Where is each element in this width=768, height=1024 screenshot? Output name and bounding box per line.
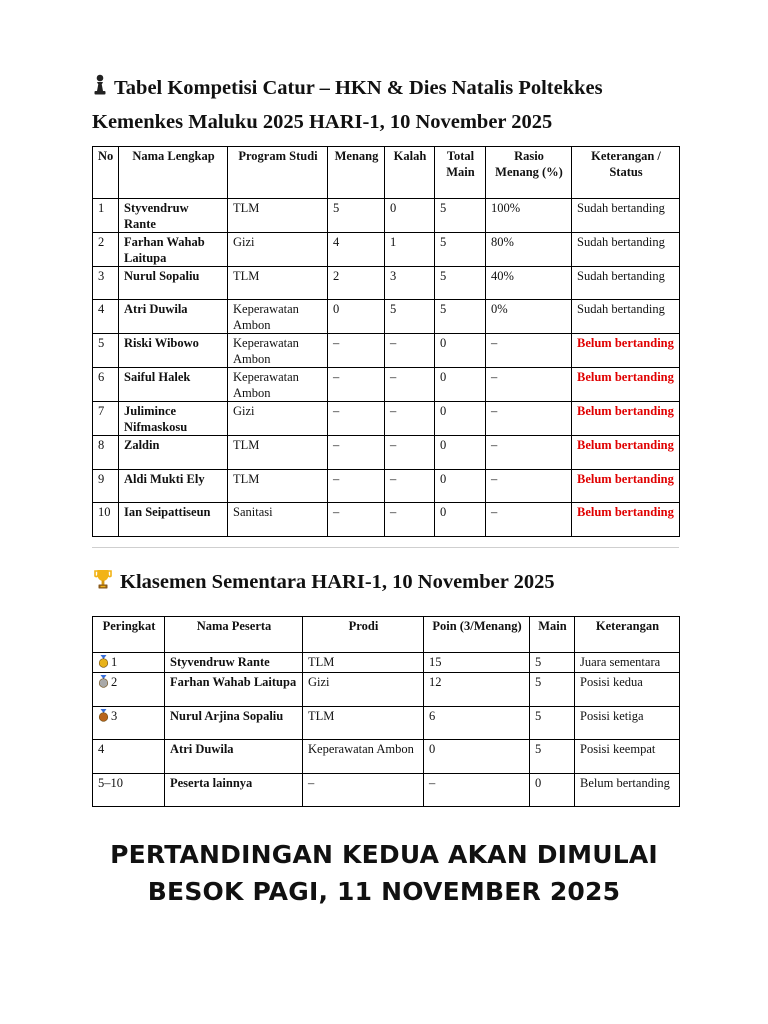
cell-name: Saiful Halek bbox=[119, 368, 228, 402]
table-row bbox=[93, 300, 680, 334]
cell-wins: – bbox=[328, 436, 385, 469]
cell-ratio: – bbox=[486, 469, 572, 502]
cell-status: Belum bertanding bbox=[572, 368, 680, 402]
cell-program: Keperawatan Ambon bbox=[303, 740, 424, 774]
cell-wins: – bbox=[328, 368, 385, 402]
cell-played: 5 bbox=[530, 706, 575, 740]
table-row bbox=[93, 773, 680, 807]
chess-pawn-icon bbox=[92, 74, 108, 106]
cell-no: 6 bbox=[93, 368, 119, 402]
competition-table-body bbox=[93, 199, 680, 537]
cell-losses: 0 bbox=[385, 199, 435, 233]
cell-losses: – bbox=[385, 503, 435, 536]
cell-status: Belum bertanding bbox=[572, 469, 680, 502]
rank-number: 2 bbox=[111, 675, 118, 689]
cell-no: 3 bbox=[93, 267, 119, 300]
gold-medal-icon bbox=[98, 655, 109, 672]
cell-rank bbox=[93, 673, 165, 707]
cell-note: Belum bertanding bbox=[575, 773, 680, 807]
silver-medal-icon bbox=[98, 675, 109, 692]
table-row bbox=[93, 653, 680, 673]
cell-losses: – bbox=[385, 469, 435, 502]
table-row bbox=[93, 267, 680, 300]
column-header: Peringkat bbox=[93, 617, 165, 653]
cell-ratio: 80% bbox=[486, 233, 572, 267]
table-row bbox=[93, 368, 680, 402]
cell-program: Keperawatan Ambon bbox=[228, 334, 328, 368]
rank-number: 1 bbox=[111, 655, 118, 669]
cell-status: Sudah bertanding bbox=[572, 233, 680, 267]
cell-name: Aldi Mukti Ely bbox=[119, 469, 228, 502]
standings-table bbox=[92, 616, 680, 807]
cell-ratio: – bbox=[486, 368, 572, 402]
cell-points: 15 bbox=[424, 653, 530, 673]
cell-status: Sudah bertanding bbox=[572, 267, 680, 300]
cell-no: 2 bbox=[93, 233, 119, 267]
rank-number: 4 bbox=[98, 742, 105, 757]
cell-total: 0 bbox=[435, 469, 486, 502]
bronze-medal-icon bbox=[98, 709, 109, 726]
competition-title bbox=[92, 72, 692, 138]
cell-status: Belum bertanding bbox=[572, 436, 680, 469]
announcement-line1: PERTANDINGAN KEDUA AKAN DIMULAI bbox=[110, 840, 658, 869]
cell-program: Gizi bbox=[228, 233, 328, 267]
cell-program: TLM bbox=[228, 469, 328, 502]
cell-ratio: – bbox=[486, 334, 572, 368]
cell-program: TLM bbox=[303, 706, 424, 740]
cell-ratio: 0% bbox=[486, 300, 572, 334]
table-row bbox=[93, 740, 680, 774]
cell-losses: – bbox=[385, 402, 435, 436]
cell-total: 0 bbox=[435, 334, 486, 368]
cell-program: TLM bbox=[228, 436, 328, 469]
cell-played: 0 bbox=[530, 773, 575, 807]
cell-program: Gizi bbox=[303, 673, 424, 707]
standings-title bbox=[92, 566, 692, 600]
cell-wins: – bbox=[328, 503, 385, 536]
cell-ratio: – bbox=[486, 402, 572, 436]
competition-title-line2: Kemenkes Maluku 2025 HARI-1, 10 November 2025 bbox=[92, 111, 553, 133]
trophy-icon bbox=[92, 568, 114, 600]
rank-number: 3 bbox=[111, 708, 118, 723]
cell-played: 5 bbox=[530, 673, 575, 707]
cell-wins: 4 bbox=[328, 233, 385, 267]
column-header: Poin (3/Menang) bbox=[424, 617, 530, 653]
cell-program: TLM bbox=[228, 267, 328, 300]
table-row bbox=[93, 402, 680, 436]
cell-total: 0 bbox=[435, 436, 486, 469]
table-row bbox=[93, 334, 680, 368]
cell-total: 5 bbox=[435, 300, 486, 334]
cell-name: Nurul Arjina Sopaliu bbox=[165, 706, 303, 740]
cell-no: 1 bbox=[93, 199, 119, 233]
table-row bbox=[93, 673, 680, 707]
cell-wins: – bbox=[328, 334, 385, 368]
table-row bbox=[93, 469, 680, 502]
announcement bbox=[0, 836, 768, 910]
cell-wins: 5 bbox=[328, 199, 385, 233]
cell-ratio: 100% bbox=[486, 199, 572, 233]
cell-no: 5 bbox=[93, 334, 119, 368]
cell-wins: 0 bbox=[328, 300, 385, 334]
standings-title-text: Klasemen Sementara HARI-1, 10 November 2025 bbox=[120, 571, 555, 593]
announcement-line2: BESOK PAGI, 11 NOVEMBER 2025 bbox=[147, 877, 621, 906]
cell-total: 5 bbox=[435, 267, 486, 300]
cell-total: 0 bbox=[435, 503, 486, 536]
cell-name: Peserta lainnya bbox=[165, 773, 303, 807]
cell-played: 5 bbox=[530, 740, 575, 774]
cell-total: 5 bbox=[435, 233, 486, 267]
cell-no: 10 bbox=[93, 503, 119, 536]
cell-note: Posisi ketiga bbox=[575, 706, 680, 740]
column-header: Kalah bbox=[385, 147, 435, 199]
rank-number: 5–10 bbox=[98, 775, 123, 790]
column-header: Keterangan / Status bbox=[572, 147, 680, 199]
cell-status: Belum bertanding bbox=[572, 402, 680, 436]
cell-wins: – bbox=[328, 469, 385, 502]
cell-name: Julimince Nifmaskosu bbox=[119, 402, 228, 436]
cell-total: 0 bbox=[435, 402, 486, 436]
cell-rank bbox=[93, 706, 165, 740]
cell-program: – bbox=[303, 773, 424, 807]
competition-table bbox=[92, 146, 680, 537]
cell-program: Keperawatan Ambon bbox=[228, 368, 328, 402]
cell-status: Sudah bertanding bbox=[572, 300, 680, 334]
table-row bbox=[93, 199, 680, 233]
cell-rank bbox=[93, 653, 165, 673]
cell-points: 0 bbox=[424, 740, 530, 774]
cell-points: 12 bbox=[424, 673, 530, 707]
cell-name: Styvendruw Rante bbox=[119, 199, 228, 233]
cell-name: Atri Duwila bbox=[119, 300, 228, 334]
column-header: Nama Peserta bbox=[165, 617, 303, 653]
cell-wins: 2 bbox=[328, 267, 385, 300]
cell-points: – bbox=[424, 773, 530, 807]
column-header: No bbox=[93, 147, 119, 199]
cell-name: Styvendruw Rante bbox=[165, 653, 303, 673]
cell-rank bbox=[93, 773, 165, 807]
cell-program: Sanitasi bbox=[228, 503, 328, 536]
competition-title-line1: Tabel Kompetisi Catur – HKN & Dies Natalis Poltekkes bbox=[114, 77, 603, 99]
cell-program: Keperawatan Ambon bbox=[228, 300, 328, 334]
cell-ratio: – bbox=[486, 503, 572, 536]
cell-total: 5 bbox=[435, 199, 486, 233]
table-header-row bbox=[93, 617, 680, 653]
cell-name: Zaldin bbox=[119, 436, 228, 469]
cell-losses: – bbox=[385, 436, 435, 469]
table-row bbox=[93, 436, 680, 469]
cell-no: 9 bbox=[93, 469, 119, 502]
table-row bbox=[93, 706, 680, 740]
cell-status: Sudah bertanding bbox=[572, 199, 680, 233]
section-divider bbox=[92, 547, 679, 548]
table-row bbox=[93, 233, 680, 267]
cell-wins: – bbox=[328, 402, 385, 436]
cell-status: Belum bertanding bbox=[572, 503, 680, 536]
table-row bbox=[93, 503, 680, 536]
cell-name: Farhan Wahab Laitupa bbox=[119, 233, 228, 267]
column-header: Nama Lengkap bbox=[119, 147, 228, 199]
column-header: Program Studi bbox=[228, 147, 328, 199]
column-header: Main bbox=[530, 617, 575, 653]
cell-note: Posisi keempat bbox=[575, 740, 680, 774]
cell-name: Riski Wibowo bbox=[119, 334, 228, 368]
cell-losses: – bbox=[385, 368, 435, 402]
cell-name: Nurul Sopaliu bbox=[119, 267, 228, 300]
cell-program: TLM bbox=[303, 653, 424, 673]
cell-note: Juara sementara bbox=[575, 653, 680, 673]
cell-total: 0 bbox=[435, 368, 486, 402]
column-header: Prodi bbox=[303, 617, 424, 653]
cell-no: 8 bbox=[93, 436, 119, 469]
cell-losses: – bbox=[385, 334, 435, 368]
column-header: Total Main bbox=[435, 147, 486, 199]
cell-losses: 5 bbox=[385, 300, 435, 334]
cell-status: Belum bertanding bbox=[572, 334, 680, 368]
cell-ratio: 40% bbox=[486, 267, 572, 300]
cell-program: TLM bbox=[228, 199, 328, 233]
cell-losses: 1 bbox=[385, 233, 435, 267]
column-header: Menang bbox=[328, 147, 385, 199]
table-header-row bbox=[93, 147, 680, 199]
cell-note: Posisi kedua bbox=[575, 673, 680, 707]
cell-program: Gizi bbox=[228, 402, 328, 436]
cell-rank bbox=[93, 740, 165, 774]
cell-points: 6 bbox=[424, 706, 530, 740]
cell-name: Ian Seipattiseun bbox=[119, 503, 228, 536]
cell-name: Farhan Wahab Laitupa bbox=[165, 673, 303, 707]
cell-no: 7 bbox=[93, 402, 119, 436]
cell-losses: 3 bbox=[385, 267, 435, 300]
column-header: Keterangan bbox=[575, 617, 680, 653]
standings-table-body bbox=[93, 653, 680, 807]
column-header: Rasio Menang (%) bbox=[486, 147, 572, 199]
cell-no: 4 bbox=[93, 300, 119, 334]
cell-played: 5 bbox=[530, 653, 575, 673]
cell-name: Atri Duwila bbox=[165, 740, 303, 774]
cell-ratio: – bbox=[486, 436, 572, 469]
